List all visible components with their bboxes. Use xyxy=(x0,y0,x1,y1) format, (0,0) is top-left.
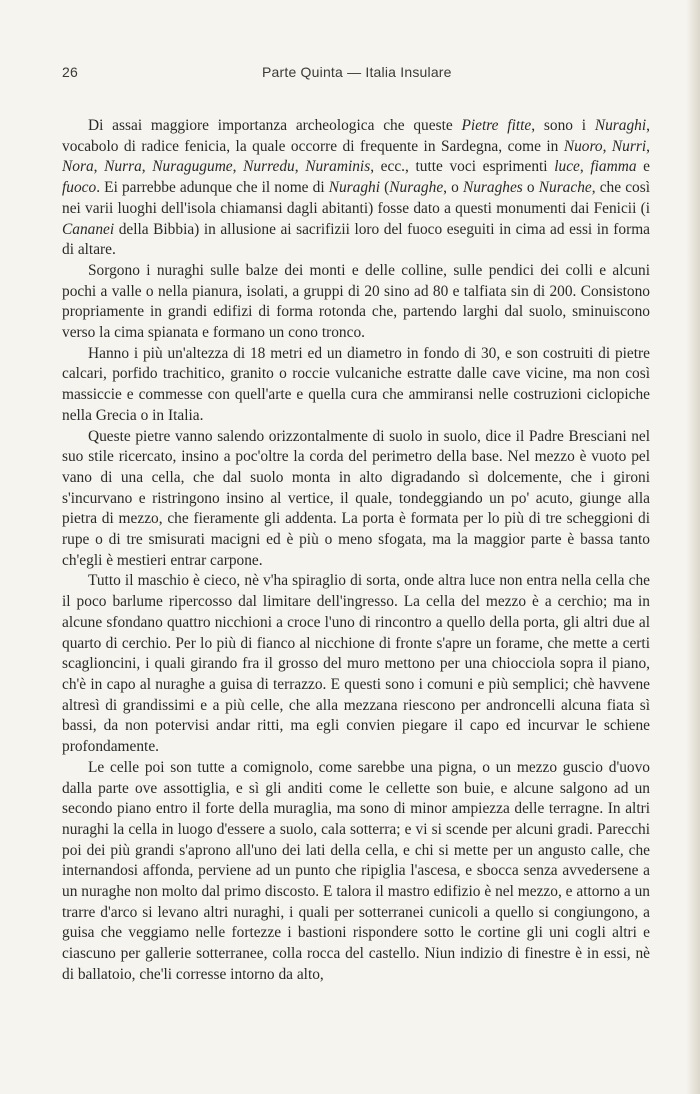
paragraph xyxy=(62,116,650,261)
italic-term: Nuraghi xyxy=(328,179,381,197)
italic-term: Nuraghes xyxy=(462,179,523,197)
text-run: , xyxy=(646,137,650,155)
body-text xyxy=(62,116,650,986)
paragraph xyxy=(62,344,650,427)
italic-term: fuoco xyxy=(62,179,97,197)
text-run: , che così nei varii luoghi dell'isola chiamansi dagli abitanti) fosse dato a questi monumenti dai Fenicii (i xyxy=(62,179,650,217)
text-run: e xyxy=(636,158,650,176)
text-run: o xyxy=(522,179,539,197)
page-edge-shadow xyxy=(686,0,700,1094)
italic-term: Nurra xyxy=(104,158,142,176)
text-run: Di assai maggiore importanza archeologica che queste xyxy=(88,117,462,134)
text-run: , xyxy=(93,158,105,176)
italic-term: Nuraminis xyxy=(305,158,371,176)
italic-term: Nuraghe xyxy=(389,179,444,197)
italic-term: Pietre fitte xyxy=(461,117,532,134)
italic-term: Nurache xyxy=(538,179,592,197)
italic-term: Nuraghi xyxy=(594,117,647,134)
italic-term: Nuoro xyxy=(563,137,603,155)
text-run: , xyxy=(579,158,591,176)
text-run: , xyxy=(602,137,612,155)
paragraph xyxy=(62,427,650,572)
paragraph xyxy=(62,261,650,344)
text-run: , sono i xyxy=(531,117,595,134)
italic-term: Nurredu xyxy=(243,158,295,176)
text-run: , xyxy=(141,158,153,176)
italic-term: Nuragugume xyxy=(152,158,233,176)
italic-term: Nora xyxy=(62,158,94,176)
running-title: Parte Quinta — Italia Insulare xyxy=(262,64,452,80)
text-run: , ecc., tutte voci esprimenti xyxy=(370,158,555,176)
page-header xyxy=(62,64,650,86)
paragraph xyxy=(62,758,650,986)
text-run: ( xyxy=(380,179,390,197)
text-run: Tutto il maschio è cieco, nè v'ha spiraglio di sorta, onde altra luce non entra nella cella che il poco barlume ripercosso dal limitare dell'ingresso. La cella del mezzo è a cerchio; ma in alcune sfondano quattro nicchioni a croce l'uno di rincontro a quello della porta, gli altri due al quarto di cerchio. Per lo più di fianco al nicchione di fronte s'apre un forame, che mette a certi scaglioncini, i quali girando fra il grosso del muro mettono per una chiocciola sopra il piano, ch'è in capo al nuraghe a guisa di terrazzo. E questi sono i comuni e più semplici; chè havvene altresì di grandissimi e a più celle, che alla mezzana riescono per androncelli alcuna fiata sì bassi, da non potervisi andar ritti, ma egli convien piegare il capo ed incurvar le schiene profondamente. xyxy=(62,572,650,756)
text-run: , xyxy=(294,158,306,176)
text-run: Sorgono i nuraghi sulle balze dei monti e delle colline, sulle pendici dei colli e alcuni pochi a valle o nella pianura, isolati, a gruppi di 20 sino ad 80 e talfiata sin di 200. Consistono propriamente in grandi edifizi di forma rotonda che, partendo larghi dal suolo, sminuiscono verso la cima spianata e formano un cono tronco. xyxy=(62,261,650,342)
text-run: . Ei parrebbe adunque che il nome di xyxy=(96,179,329,197)
text-run: Le celle poi son tutte a comignolo, come sarebbe una pigna, o un mezzo guscio d'uovo dalla parte ove assottiglia, e sì gli anditi come le cellette son buie, e alcune salgono ad un secondo piano entro il forte della muraglia, ma sono di minor ampiezza delle terragne. In altri nuraghi la cella in luogo d'essere a suolo, cala sotterra; e vi si scende per alcuni gradi. Parecchi poi dei più grandi s'aprono all'uno dei lati della cella, e chi si mette per un angusto calle, che internandosi affonda, perviene ad un punto che ripiglia l'ascesa, e sbocca senza avvedersene a un nuraghe non molto dal primo discosto. E talora il mastro edifizio è nel mezzo, e attorno a un trarre d'arco si levano altri nuraghi, i quali per sotterranei cunicoli a quello si congiungono, a guisa che veggiamo nelle fortezze i bastioni rispondere sotto le cortine gli uni cogli altri e ciascuno per gallerie sotterranee, colla rocca del castello. Niun indizio di finestre è in essi, nè di ballatoio, che'li corresse intorno da alto, xyxy=(62,758,650,983)
page-number: 26 xyxy=(62,64,78,80)
text-run: , vocabolo di radice fenicia, la quale occorre di frequente in Sardegna, come in xyxy=(62,117,650,155)
text-run: della Bibbia) in allusione ai sacrifizii loro del fuoco eseguiti in cima ad essi in forma di altare. xyxy=(62,220,650,259)
italic-term: Nurri xyxy=(611,137,647,155)
text-run: , o xyxy=(443,179,463,197)
italic-term: Cananei xyxy=(62,220,115,238)
italic-term: luce xyxy=(554,158,580,176)
text-run: Hanno i più un'altezza di 18 metri ed un diametro in fondo di 30, e son costruiti di pietre calcari, porfido trachitico, granito o roccie vulcaniche estratte dalle cave vicine, ma non così massiccie e commesse con quell'arte e quella cura che ammiransi nelle costruzioni ciclopiche nella Grecia o in Italia. xyxy=(62,344,650,424)
paragraph xyxy=(62,571,650,757)
text-run: Queste pietre vanno salendo orizzontalmente di suolo in suolo, dice il Padre Bresciani nel suo stile ricercato, insino a poc'oltre la corda del perimetro della base. Nel mezzo è vuoto pel vano di una cella, che dal suolo monta in alto digradando sì dolcemente, che i gironi s'incurvano e ristringono insino al vertice, il quale, tondeggiando un po' acuto, giunge alla pietra di mezzo, che fieramente gli addenta. La porta è formata per lo più di tre scheggioni di rupe o di tre smisurati macigni ed è più o meno sfogata, ma la maggior parte è bassa tanto ch'egli è mestieri entrar carpone. xyxy=(62,427,650,569)
text-run: , xyxy=(232,158,244,176)
italic-term: fiamma xyxy=(590,158,637,176)
